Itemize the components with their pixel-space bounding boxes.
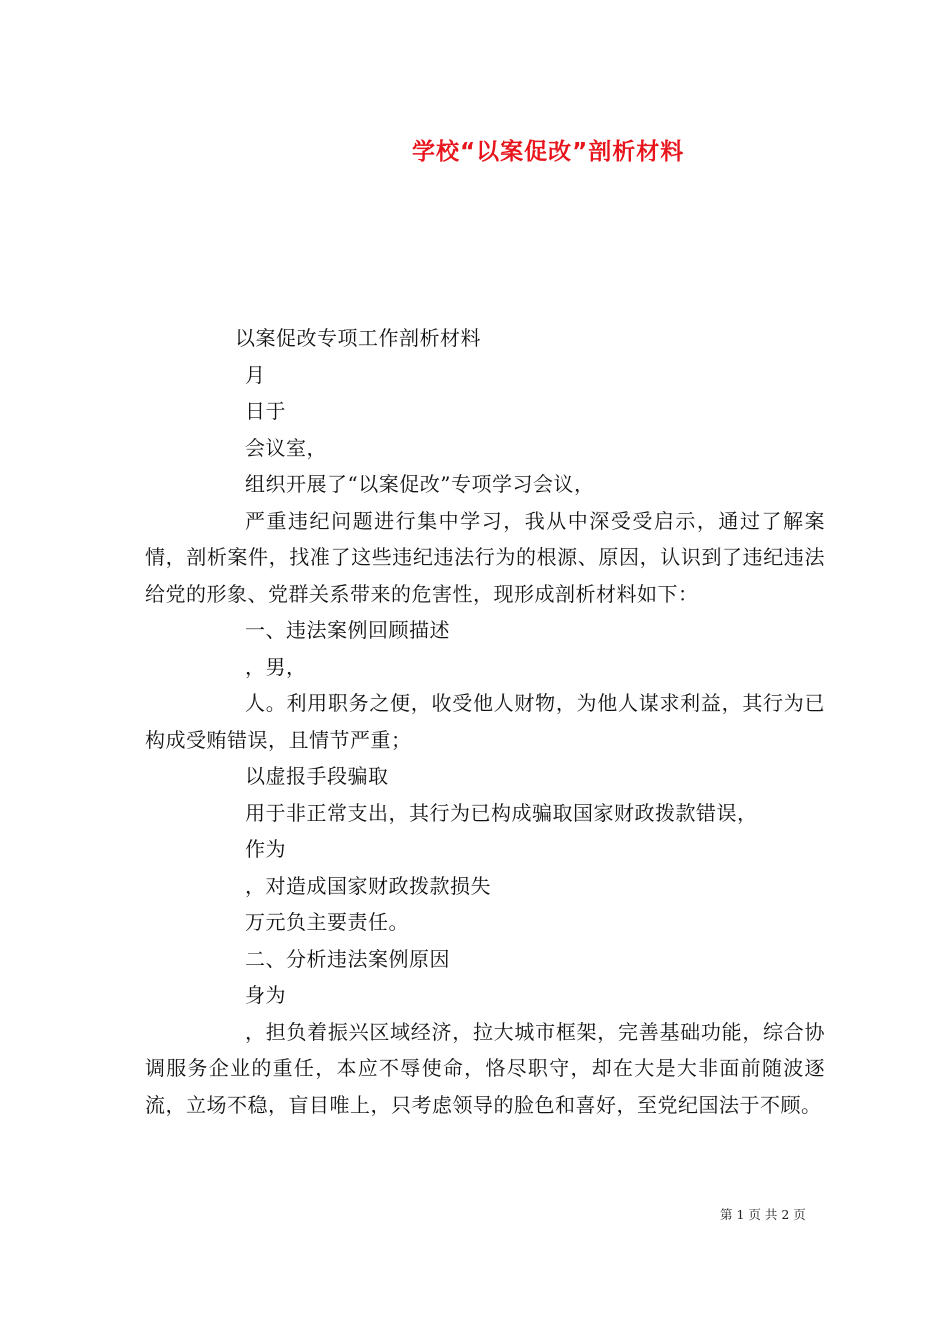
section-1-heading: 一、违法案例回顾描述 <box>245 618 450 642</box>
text-line: 组织开展了“以案促改”专项学习会议， <box>245 472 595 496</box>
document-title: 学校“以案促改”剖析材料 <box>412 139 685 165</box>
text-line: ，男， <box>245 654 307 679</box>
text-line: ，对造成国家财政拨款损失 <box>245 873 491 898</box>
intro-paragraph: 严重违纪问题进行集中学习，我从中深受受启示，通过了解案情，剖析案件，找准了这些违纪违法行为的根源、原因，认识到了违纪违法给党的形象、党群关系带来的危害性，现形成剖析材料如下： <box>145 508 825 606</box>
text-line: 以虚报手段骗取 <box>245 764 389 788</box>
page-number-footer: 第 1 页 共 2 页 <box>720 1207 806 1222</box>
text-line: 身为 <box>245 983 286 1007</box>
text-line: 日于 <box>245 399 286 423</box>
text-line: 会议室， <box>245 435 327 460</box>
text-line: 万元负主要责任。 <box>245 910 409 934</box>
text-line: 月 <box>245 362 266 387</box>
section-2-heading: 二、分析违法案例原因 <box>245 946 450 971</box>
text-line: 作为 <box>245 837 286 861</box>
section-1-paragraph: 人。利用职务之便，收受他人财物，为他人谋求利益，其行为已构成受贿错误，且情节严重； <box>145 691 825 752</box>
document-body <box>145 320 825 1123</box>
text-line: 用于非正常支出，其行为已构成骗取国家财政拨款错误， <box>245 800 758 825</box>
subtitle-line: 以案促改专项工作剖析材料 <box>235 326 481 350</box>
section-2-paragraph: ，担负着振兴区域经济，拉大城市框架，完善基础功能，综合协调服务企业的重任，本应不辱使命，恪尽职守，却在大是大非面前随波逐流，立场不稳，盲目唯上，只考虑领导的脸色和喜好，至党纪国法于不顾。 <box>145 1019 825 1117</box>
